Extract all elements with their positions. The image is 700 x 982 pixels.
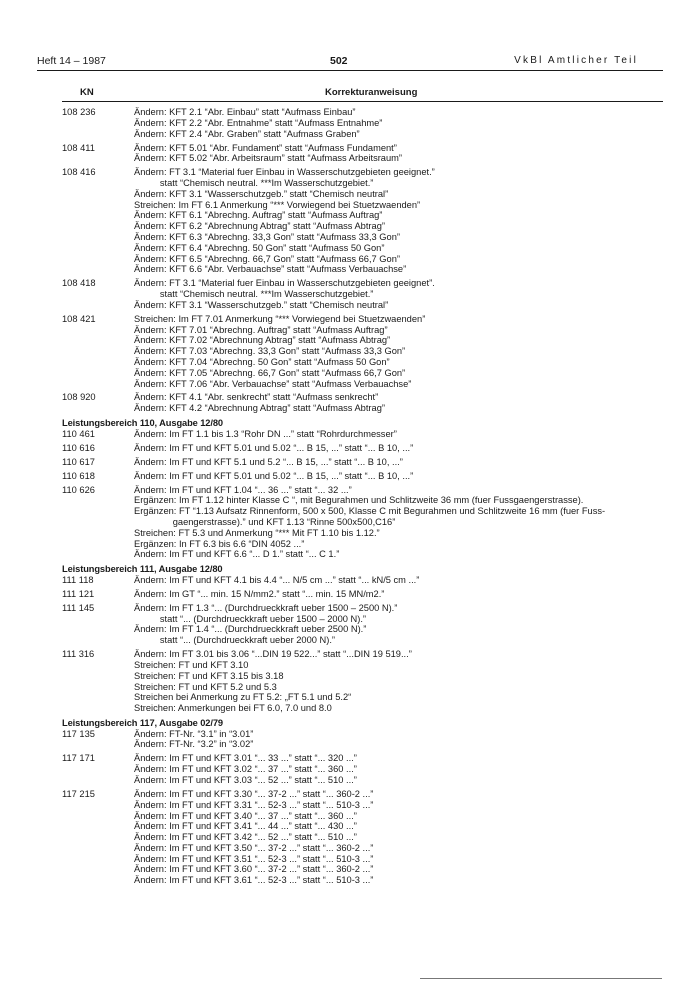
kn-number: 108 421 xyxy=(62,313,96,324)
instruction-line: Ändern: KFT 4.1 “Abr. senkrecht” statt “Aufmass senkrecht” xyxy=(134,392,379,403)
instruction-line: Ändern: KFT 3.1 “Wasserschutzgeb.” statt “Chemisch neutral” xyxy=(134,299,389,310)
correction-instructions xyxy=(134,392,672,414)
instruction-line: Ändern: Im FT und KFT 3.50 “... 37-2 ...” statt “... 360-2 ...” xyxy=(134,842,374,853)
kn-number: 108 411 xyxy=(62,142,95,153)
instruction-line: Streichen: FT 5.3 und Anmerkung “*** Mit FT 1.10 bis 1.12.” xyxy=(134,527,380,538)
instruction-line: Ändern: KFT 7.02 “Abrechnung Abtrag” statt “Aufmass Abtrag” xyxy=(134,335,391,346)
instruction-line: Ändern: KFT 7.04 “Abrechng. 50 Gon” statt “Aufmass 50 Gon” xyxy=(134,356,390,367)
instruction-line: Ändern: Im FT und KFT 5.01 und 5.02 “... B 15, ...” statt “... B 10, ...” xyxy=(134,470,414,481)
column-header-korrekturanweisung: Korrekturanweisung xyxy=(325,87,418,98)
correction-instructions xyxy=(134,649,672,714)
column-header-rule xyxy=(62,101,663,102)
correction-instructions xyxy=(134,107,672,139)
section-heading: Leistungsbereich 111, Ausgabe 12/80 xyxy=(62,564,223,575)
instruction-line: statt “Chemisch neutral. ***Im Wasserschutzgebiet.” xyxy=(134,178,374,189)
instruction-line: Ändern: Im FT und KFT 4.1 bis 4.4 “... N/5 cm ...” statt “... kN/5 cm ...” xyxy=(134,574,420,585)
correction-instructions xyxy=(134,603,672,646)
corrections-list xyxy=(62,107,672,886)
kn-number: 117 215 xyxy=(62,788,95,799)
correction-entry xyxy=(62,603,672,646)
instruction-line: Streichen: Anmerkungen bei FT 6.0, 7.0 und 8.0 xyxy=(134,703,332,714)
correction-instructions xyxy=(134,443,672,454)
kn-number: 108 416 xyxy=(62,167,96,178)
kn-number: 110 617 xyxy=(62,456,95,467)
correction-instructions xyxy=(134,278,672,310)
instruction-line: Ändern: KFT 2.1 “Abr. Einbau” statt “Aufmass Einbau” xyxy=(134,107,356,117)
instruction-line: Ändern: Im FT und KFT 3.42 “... 52 ...” statt “... 510 ...” xyxy=(134,832,357,843)
instruction-line: Ändern: Im FT und KFT 3.40 “... 37 ...” statt “... 360 ...” xyxy=(134,810,357,821)
kn-number: 110 616 xyxy=(62,442,95,453)
instruction-line: Ändern: Im FT und KFT 5.01 und 5.02 “... B 15, ...” statt “... B 10, ...” xyxy=(134,442,414,453)
instruction-line: statt “... (Durchdrueckkraft ueber 2000 N).” xyxy=(134,635,336,646)
instruction-line: Streichen: FT und KFT 3.10 xyxy=(134,659,249,670)
section-heading: Leistungsbereich 110, Ausgabe 12/80 xyxy=(62,418,223,429)
correction-entry xyxy=(62,753,672,785)
correction-instructions xyxy=(134,589,672,600)
issue-label: Heft 14 – 1987 xyxy=(37,55,106,67)
instruction-line: Ändern: KFT 6.2 “Abrechnung Abtrag” statt “Aufmass Abtrag” xyxy=(134,221,385,232)
correction-instructions xyxy=(134,485,672,560)
correction-instructions xyxy=(134,167,672,275)
correction-instructions xyxy=(134,429,672,440)
correction-entry xyxy=(62,167,672,275)
kn-number: 111 145 xyxy=(62,602,95,613)
column-header-kn: KN xyxy=(80,87,94,98)
correction-entry xyxy=(62,589,672,600)
instruction-line: Ändern: KFT 4.2 “Abrechnung Abtrag” statt “Aufmass Abtrag” xyxy=(134,403,385,414)
instruction-line: Ändern: FT 3.1 “Material fuer Einbau in Wasserschutzgebieten geeignet”. xyxy=(134,278,435,289)
instruction-line: Ändern: KFT 6.3 “Abrechng. 33,3 Gon” statt “Aufmass 33,3 Gon” xyxy=(134,231,400,242)
kn-number: 117 135 xyxy=(62,728,95,739)
instruction-line: Streichen: FT und KFT 5.2 und 5.3 xyxy=(134,681,277,692)
correction-entry xyxy=(62,789,672,886)
instruction-line: Ändern: KFT 6.1 “Abrechng. Auftrag” statt “Aufmass Auftrag” xyxy=(134,210,383,221)
correction-entry xyxy=(62,392,672,414)
instruction-line: Ändern: Im FT und KFT 3.31 “... 52-3 ...” statt “... 510-3 ...” xyxy=(134,799,374,810)
instruction-line: Ändern: Im FT und KFT 3.01 “... 33 ...” statt “... 320 ...” xyxy=(134,753,357,764)
instruction-line: Ändern: KFT 6.5 “Abrechng. 66,7 Gon” statt “Aufmass 66,7 Gon” xyxy=(134,253,400,264)
correction-entry xyxy=(62,457,672,468)
instruction-line: Ändern: KFT 7.03 “Abrechng. 33,3 Gon” statt “Aufmass 33,3 Gon” xyxy=(134,346,406,357)
instruction-line: Ändern: Im FT und KFT 3.60 “... 37-2 ...” statt “... 360-2 ...” xyxy=(134,864,374,875)
correction-entry xyxy=(62,575,672,586)
correction-instructions xyxy=(134,753,672,785)
correction-entry xyxy=(62,649,672,714)
instruction-line: Ändern: Im FT und KFT 3.51 “... 52-3 ...” statt “... 510-3 ...” xyxy=(134,853,374,864)
kn-number: 108 920 xyxy=(62,392,96,403)
correction-entry xyxy=(62,314,672,389)
kn-number: 110 618 xyxy=(62,470,95,481)
instruction-line: Streichen: Im FT 7.01 Anmerkung “*** Vorwiegend bei Stuetzwaenden” xyxy=(134,313,426,324)
instruction-line: Ändern: Im FT und KFT 6.6 “... D 1.” statt “... C 1.” xyxy=(134,549,340,560)
instruction-line: Ergänzen: Im FT 1.12 hinter Klasse C “, mit Begurahmen und Schlitzweite 36 mm (fuer Fussgaengerstrasse). xyxy=(134,495,584,506)
correction-entry xyxy=(62,443,672,454)
instruction-line: Ändern: KFT 3.1 “Wasserschutzgeb.” statt “Chemisch neutral” xyxy=(134,188,389,199)
kn-number: 108 418 xyxy=(62,278,96,289)
correction-instructions xyxy=(134,789,672,886)
header-rule xyxy=(37,70,663,71)
instruction-line: Ändern: Im FT und KFT 3.03 “... 52 ...” statt “... 510 ...” xyxy=(134,774,357,785)
correction-instructions xyxy=(134,729,672,751)
correction-entry xyxy=(62,143,672,165)
instruction-line: Ändern: Im FT 1.1 bis 1.3 “Rohr DN ...” statt “Rohrdurchmesser” xyxy=(134,428,397,439)
correction-instructions xyxy=(134,471,672,482)
instruction-line: Ändern: KFT 7.01 “Abrechng. Auftrag” statt “Aufmass Auftrag” xyxy=(134,324,388,335)
instruction-line: Ändern: KFT 7.06 “Abr. Verbauachse” statt “Aufmass Verbauachse” xyxy=(134,378,412,389)
instruction-line: Ändern: Im FT und KFT 3.30 “... 37-2 ...” statt “... 360-2 ...” xyxy=(134,788,374,799)
kn-number: 110 461 xyxy=(62,428,95,439)
correction-instructions xyxy=(134,143,672,165)
instruction-line: Ergänzen: In FT 6.3 bis 6.6 “DIN 4052 ...” xyxy=(134,538,305,549)
instruction-line: Ändern: FT 3.1 “Material fuer Einbau in Wasserschutzgebieten geeignet.” xyxy=(134,167,435,178)
instruction-line: Ändern: Im FT und KFT 1.04 “... 36 ...” statt “... 32 ...” xyxy=(134,484,352,495)
correction-entry xyxy=(62,729,672,751)
correction-instructions xyxy=(134,575,672,586)
instruction-line: Streichen: Im FT 6.1 Anmerkung “*** Vorwiegend bei Stuetzwaenden” xyxy=(134,199,421,210)
instruction-line: Ergänzen: FT “1.13 Aufsatz Rinnenform, 500 x 500, Klasse C mit Begurahmen und Schlitzweite 16 mm (fuer Fuss- xyxy=(134,506,606,517)
instruction-line: Ändern: KFT 5.02 “Abr. Arbeitsraum” statt “Aufmass Arbeitsraum” xyxy=(134,153,402,164)
correction-entry xyxy=(62,429,672,440)
kn-number: 111 121 xyxy=(62,588,95,599)
correction-entry xyxy=(62,485,672,560)
correction-entry xyxy=(62,107,672,139)
kn-number: 111 316 xyxy=(62,649,95,660)
instruction-line: Streichen bei Anmerkung zu FT 5.2: „FT 5.1 und 5.2“ xyxy=(134,692,352,703)
instruction-line: Ändern: KFT 2.2 “Abr. Entnahme” statt “Aufmass Entnahme” xyxy=(134,117,383,128)
correction-entry xyxy=(62,278,672,310)
correction-instructions xyxy=(134,314,672,389)
footer-rule xyxy=(420,978,662,979)
kn-number: 111 118 xyxy=(62,574,94,585)
correction-entry xyxy=(62,471,672,482)
instruction-line: Ändern: KFT 5.01 “Abr. Fundament” statt “Aufmass Fundament” xyxy=(134,142,397,153)
instruction-line: Ändern: FT-Nr. “3.1” in “3.01” xyxy=(134,728,254,739)
instruction-line: Ändern: Im FT 3.01 bis 3.06 “...DIN 19 522...” statt “...DIN 19 519...” xyxy=(134,649,412,660)
instruction-line: Ändern: Im FT 1.3 “... (Durchdrueckkraft ueber 1500 – 2500 N).” xyxy=(134,602,398,613)
instruction-line: statt “... (Durchdrueckkraft ueber 1500 – 2000 N).” xyxy=(134,613,367,624)
kn-number: 110 626 xyxy=(62,484,95,495)
instruction-line: Ändern: Im FT und KFT 3.02 “... 37 ...” statt “... 360 ...” xyxy=(134,764,357,775)
instruction-line: Ändern: Im FT 1.4 “... (Durchdrueckkraft ueber 2500 N).” xyxy=(134,624,367,635)
instruction-line: Ändern: Im GT “... min. 15 N/mm2.” statt “... min. 15 MN/m2.” xyxy=(134,588,385,599)
instruction-line: statt “Chemisch neutral. ***Im Wasserschutzgebiet.” xyxy=(134,289,374,300)
kn-number: 108 236 xyxy=(62,107,96,117)
publication-title: VkBl Amtlicher Teil xyxy=(514,55,638,66)
instruction-line: Ändern: FT-Nr. “3.2” in “3.02” xyxy=(134,739,254,750)
instruction-line: Ändern: KFT 6.4 “Abrechng. 50 Gon” statt “Aufmass 50 Gon” xyxy=(134,242,385,253)
instruction-line: gaengerstrasse).” und KFT 1.13 “Rinne 500x500,C16” xyxy=(134,517,396,528)
instruction-line: Streichen: FT und KFT 3.15 bis 3.18 xyxy=(134,670,284,681)
instruction-line: Ändern: KFT 7.05 “Abrechng. 66,7 Gon” statt “Aufmass 66,7 Gon” xyxy=(134,367,406,378)
instruction-line: Ändern: Im FT und KFT 3.41 “... 44 ...” statt “... 430 ...” xyxy=(134,821,357,832)
section-heading: Leistungsbereich 117, Ausgabe 02/79 xyxy=(62,717,223,728)
kn-number: 117 171 xyxy=(62,753,95,764)
page-number: 502 xyxy=(330,55,348,67)
instruction-line: Ändern: KFT 6.6 “Abr. Verbauachse” statt “Aufmass Verbauachse” xyxy=(134,264,407,275)
instruction-line: Ändern: KFT 2.4 “Abr. Graben” statt “Aufmass Graben” xyxy=(134,128,360,139)
instruction-line: Ändern: Im FT und KFT 3.61 “... 52-3 ...” statt “... 510-3 ...” xyxy=(134,875,374,886)
correction-instructions xyxy=(134,457,672,468)
instruction-line: Ändern: Im FT und KFT 5.1 und 5.2 “... B 15, ...” statt “... B 10, ...” xyxy=(134,456,403,467)
